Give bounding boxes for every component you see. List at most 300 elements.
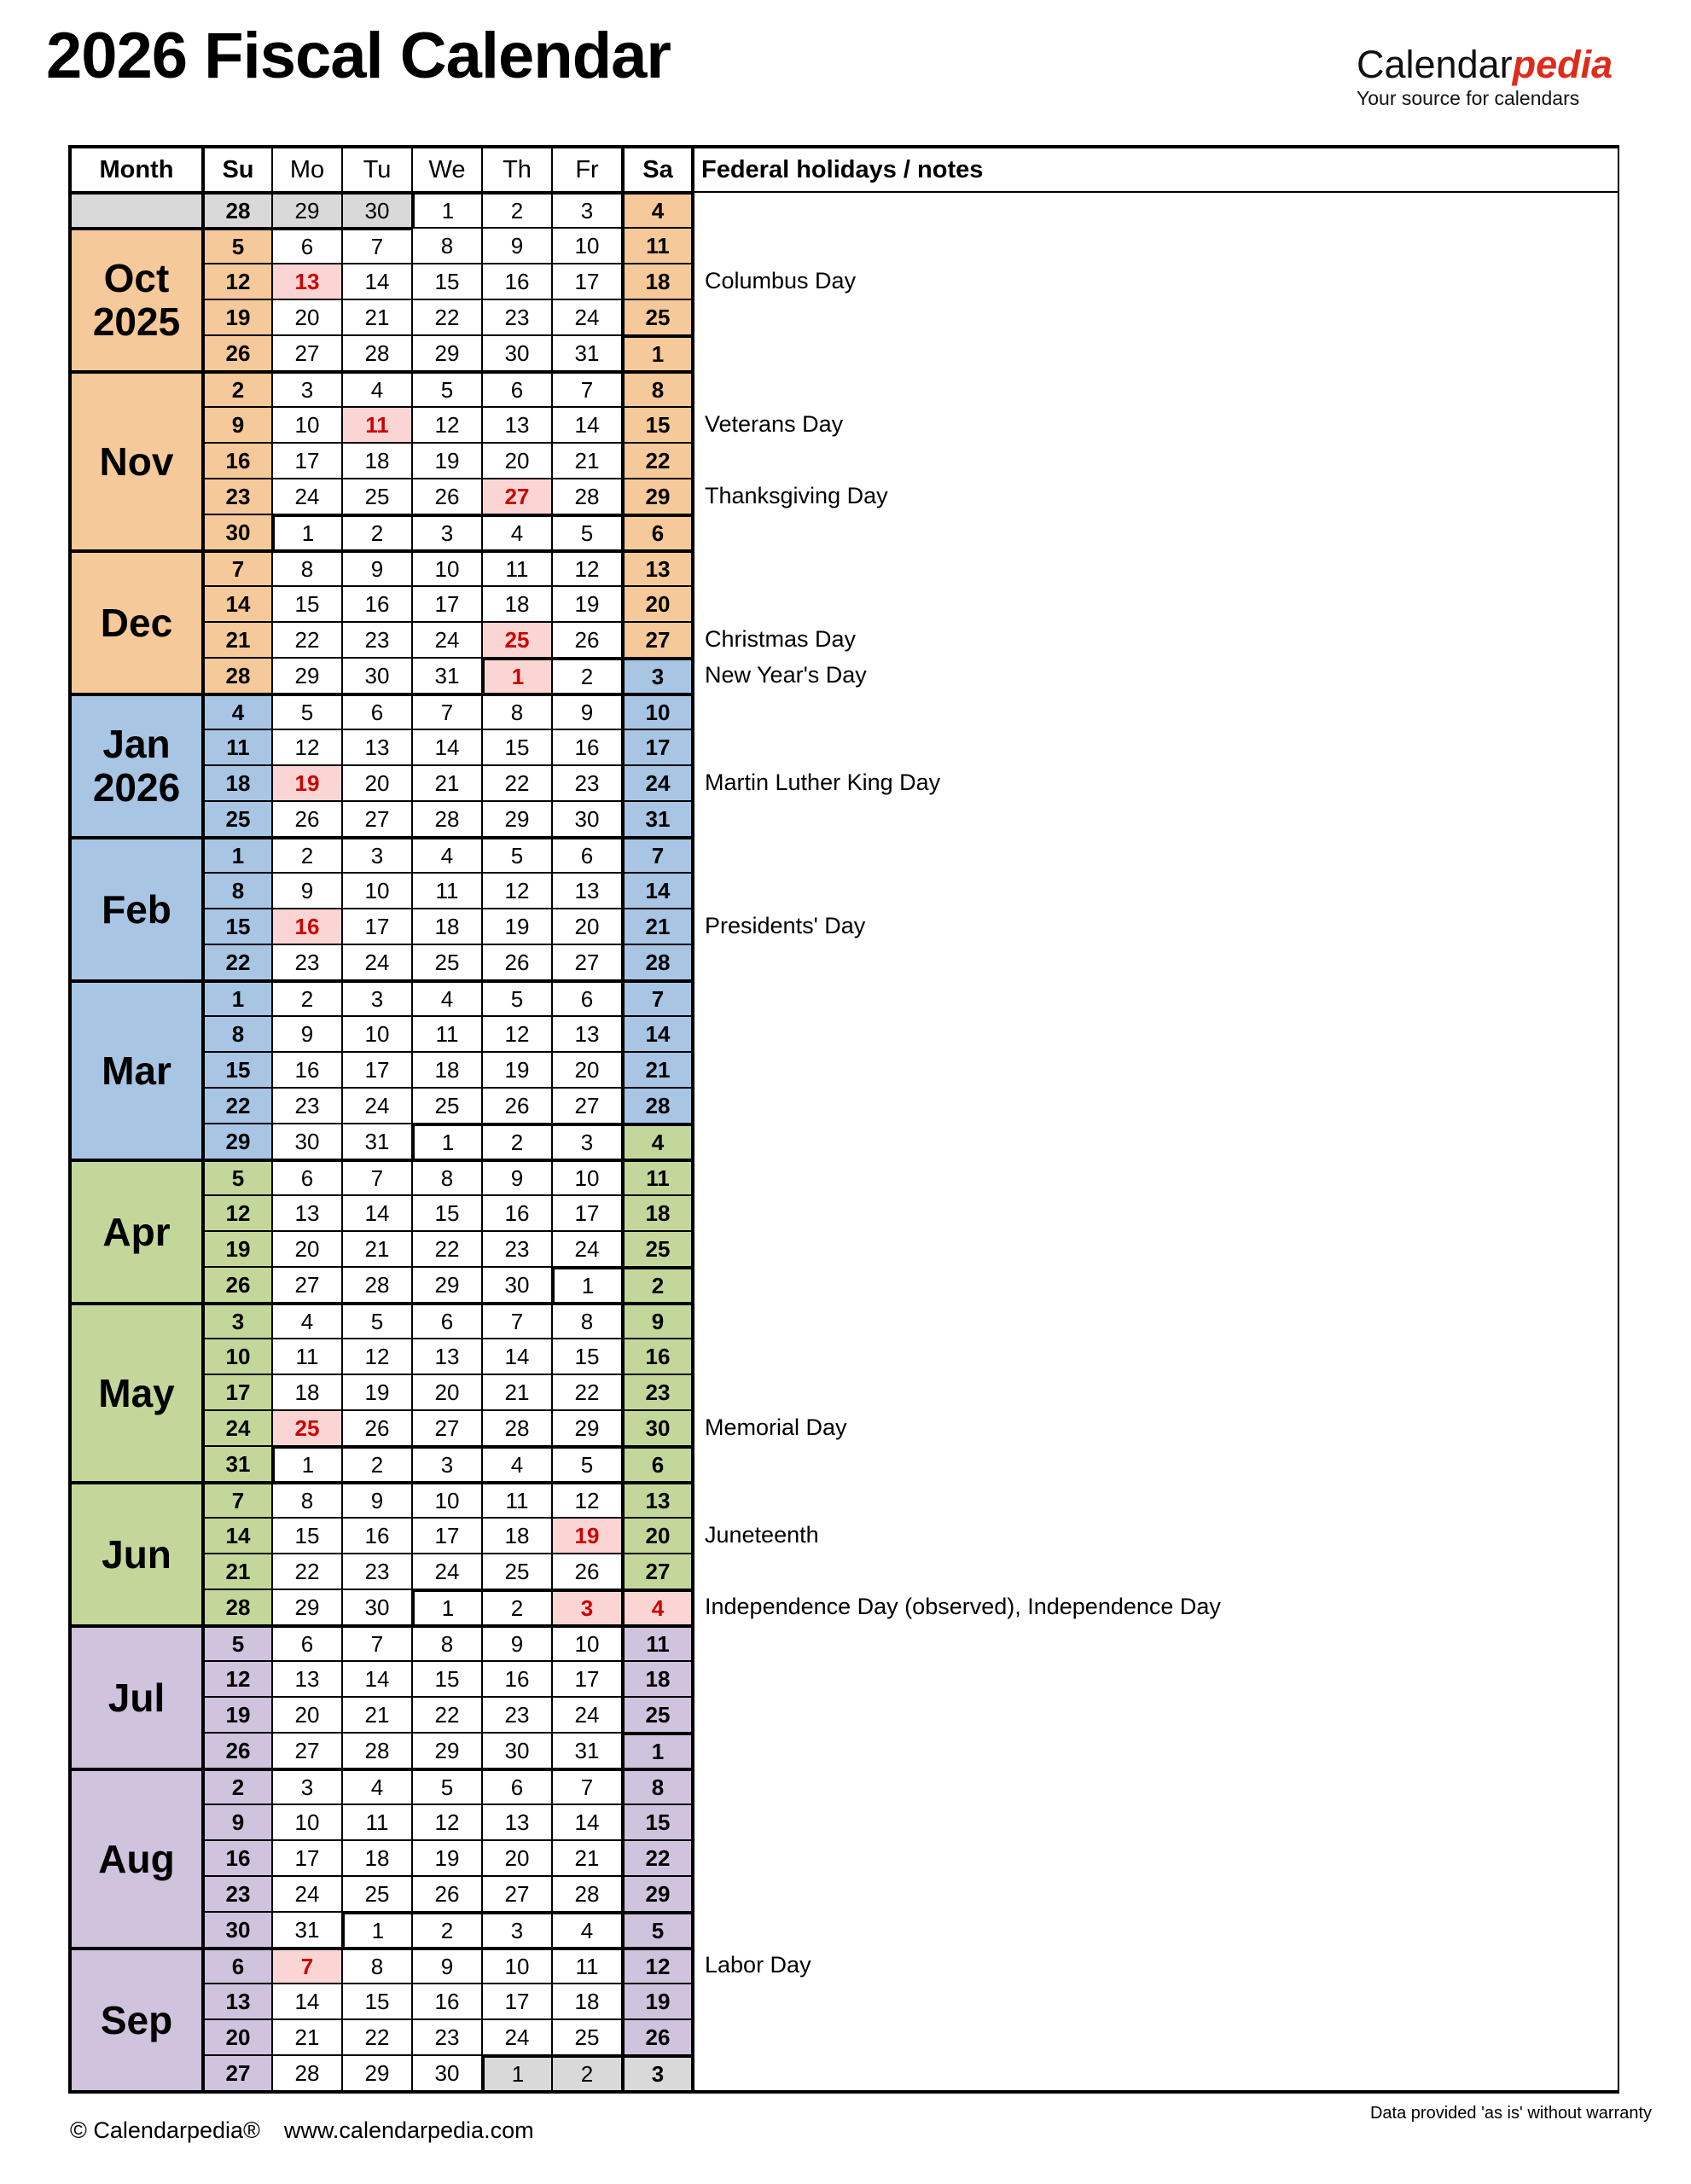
day-cell: 4: [481, 1445, 551, 1481]
day-cell: 28: [481, 1409, 551, 1445]
day-cell: 22: [411, 299, 481, 334]
day-cell: 19: [481, 908, 551, 944]
day-cell: 24: [271, 1875, 341, 1911]
holiday-note: [691, 979, 1618, 1015]
day-cell: 3: [201, 1302, 271, 1338]
day-cell: 15: [271, 585, 341, 621]
day-cell: 30: [271, 1123, 341, 1159]
day-cell: 30: [341, 1589, 411, 1624]
day-cell: 18: [411, 1051, 481, 1087]
day-cell: 6: [551, 836, 621, 872]
day-cell: 8: [201, 1015, 271, 1051]
holiday-note: [691, 370, 1618, 406]
day-cell: 2: [621, 1266, 691, 1302]
day-cell: 8: [411, 1159, 481, 1194]
column-header-th: Th: [481, 148, 551, 191]
day-cell: 16: [271, 908, 341, 944]
day-cell: 20: [271, 1230, 341, 1266]
holiday-note: Labor Day: [691, 1947, 1618, 1983]
day-cell: 27: [271, 334, 341, 370]
day-cell: 1: [201, 979, 271, 1015]
day-cell: 21: [341, 1230, 411, 1266]
day-cell: 30: [201, 1911, 271, 1947]
day-cell: 19: [341, 1374, 411, 1409]
day-cell: 8: [271, 1481, 341, 1517]
day-cell: 1: [481, 657, 551, 693]
day-cell: 7: [551, 370, 621, 406]
column-header-fr: Fr: [551, 148, 621, 191]
day-cell: 14: [341, 263, 411, 299]
day-cell: 2: [201, 370, 271, 406]
day-cell: 8: [271, 549, 341, 585]
holiday-note: [691, 1445, 1618, 1481]
day-cell: 14: [621, 872, 691, 908]
day-cell: 21: [341, 299, 411, 334]
day-cell: 20: [621, 585, 691, 621]
day-cell: 27: [271, 1732, 341, 1768]
day-cell: 2: [201, 1768, 271, 1804]
month-label: Jan 2026: [72, 693, 201, 836]
holiday-note: Thanksgiving Day: [691, 478, 1618, 514]
day-cell: 27: [201, 2054, 271, 2090]
day-cell: 23: [271, 944, 341, 979]
day-cell: 4: [411, 979, 481, 1015]
day-cell: 26: [551, 621, 621, 657]
day-cell: 21: [481, 1374, 551, 1409]
day-cell: 10: [621, 693, 691, 729]
day-cell: 31: [551, 1732, 621, 1768]
day-cell: 31: [411, 657, 481, 693]
day-cell: 31: [271, 1911, 341, 1947]
day-cell: 11: [621, 1624, 691, 1660]
day-cell: 17: [551, 1660, 621, 1696]
day-cell: 5: [551, 514, 621, 549]
day-cell: 18: [481, 1517, 551, 1553]
day-cell: 20: [551, 1051, 621, 1087]
holiday-note: [691, 1087, 1618, 1123]
day-cell: 11: [411, 1015, 481, 1051]
day-cell: 9: [341, 549, 411, 585]
day-cell: 7: [411, 693, 481, 729]
holiday-note: [691, 944, 1618, 979]
day-cell: 25: [621, 1230, 691, 1266]
day-cell: 10: [271, 406, 341, 442]
day-cell: 8: [481, 693, 551, 729]
day-cell: 3: [621, 657, 691, 693]
day-cell: 11: [201, 729, 271, 764]
day-cell: 7: [481, 1302, 551, 1338]
day-cell: 23: [201, 478, 271, 514]
day-cell: 6: [341, 693, 411, 729]
day-cell: 4: [551, 1911, 621, 1947]
day-cell: 20: [621, 1517, 691, 1553]
day-cell: 9: [341, 1481, 411, 1517]
day-cell: 19: [551, 1517, 621, 1553]
holiday-note: [691, 585, 1618, 621]
day-cell: 22: [551, 1374, 621, 1409]
day-cell: 2: [411, 1911, 481, 1947]
day-cell: 28: [201, 1589, 271, 1624]
day-cell: 14: [201, 585, 271, 621]
day-cell: 4: [621, 1123, 691, 1159]
day-cell: 23: [481, 1230, 551, 1266]
day-cell: 6: [271, 1624, 341, 1660]
day-cell: 12: [551, 1481, 621, 1517]
day-cell: 29: [271, 657, 341, 693]
day-cell: 5: [551, 1445, 621, 1481]
day-cell: 11: [621, 227, 691, 263]
day-cell: 27: [341, 800, 411, 836]
day-cell: 9: [201, 406, 271, 442]
day-cell: 25: [481, 1553, 551, 1589]
day-cell: 4: [621, 191, 691, 227]
day-cell: 3: [411, 514, 481, 549]
day-cell: 28: [621, 944, 691, 979]
day-cell: 22: [481, 764, 551, 800]
day-cell: 23: [481, 1696, 551, 1732]
holiday-note: Presidents' Day: [691, 908, 1618, 944]
day-cell: 19: [201, 299, 271, 334]
day-cell: 23: [411, 2018, 481, 2054]
day-cell: 26: [201, 1266, 271, 1302]
month-label: Jul: [72, 1624, 201, 1768]
day-cell: 1: [341, 1911, 411, 1947]
day-cell: 15: [201, 908, 271, 944]
day-cell: 15: [201, 1051, 271, 1087]
day-cell: 5: [201, 227, 271, 263]
day-cell: 24: [201, 1409, 271, 1445]
day-cell: 15: [341, 1983, 411, 2018]
day-cell: 12: [201, 263, 271, 299]
day-cell: 12: [411, 1804, 481, 1839]
day-cell: 13: [481, 406, 551, 442]
day-cell: 14: [271, 1983, 341, 2018]
day-cell: 25: [341, 478, 411, 514]
day-cell: 29: [271, 1589, 341, 1624]
day-cell: 2: [481, 1123, 551, 1159]
day-cell: 29: [621, 1875, 691, 1911]
day-cell: 18: [271, 1374, 341, 1409]
day-cell: 21: [551, 442, 621, 478]
day-cell: 9: [621, 1302, 691, 1338]
day-cell: 1: [411, 191, 481, 227]
month-label: May: [72, 1302, 201, 1481]
holiday-note: [691, 1875, 1618, 1911]
day-cell: 2: [341, 514, 411, 549]
day-cell: 26: [201, 1732, 271, 1768]
day-cell: 12: [621, 1947, 691, 1983]
day-cell: 2: [271, 836, 341, 872]
column-header-we: We: [411, 148, 481, 191]
day-cell: 27: [551, 944, 621, 979]
day-cell: 13: [271, 1194, 341, 1230]
day-cell: 10: [201, 1338, 271, 1374]
day-cell: 14: [551, 1804, 621, 1839]
day-cell: 3: [621, 2054, 691, 2090]
day-cell: 13: [621, 549, 691, 585]
day-cell: 12: [481, 1015, 551, 1051]
day-cell: 26: [341, 1409, 411, 1445]
day-cell: 12: [481, 872, 551, 908]
fiscal-calendar-table: [68, 145, 1619, 2094]
holiday-note: [691, 1015, 1618, 1051]
holiday-note: [691, 693, 1618, 729]
day-cell: 5: [481, 979, 551, 1015]
day-cell: 21: [201, 621, 271, 657]
day-cell: 5: [621, 1911, 691, 1947]
day-cell: 5: [411, 370, 481, 406]
day-cell: 7: [621, 979, 691, 1015]
day-cell: 9: [201, 1804, 271, 1839]
day-cell: 7: [201, 1481, 271, 1517]
holiday-note: [691, 1768, 1618, 1804]
day-cell: 16: [481, 1660, 551, 1696]
day-cell: 19: [411, 1839, 481, 1875]
day-cell: 17: [411, 1517, 481, 1553]
month-label: Aug: [72, 1768, 201, 1947]
day-cell: 19: [201, 1696, 271, 1732]
day-cell: 6: [621, 514, 691, 549]
day-cell: 5: [201, 1159, 271, 1194]
day-cell: 21: [621, 908, 691, 944]
holiday-note: [691, 729, 1618, 764]
day-cell: 22: [201, 944, 271, 979]
holiday-note: [691, 1839, 1618, 1875]
day-cell: 18: [201, 764, 271, 800]
day-cell: 11: [481, 1481, 551, 1517]
day-cell: 9: [271, 1015, 341, 1051]
day-cell: 14: [411, 729, 481, 764]
day-cell: 17: [481, 1983, 551, 2018]
holiday-note: [691, 1302, 1618, 1338]
day-cell: 10: [481, 1947, 551, 1983]
day-cell: 19: [201, 1230, 271, 1266]
day-cell: 28: [411, 800, 481, 836]
day-cell: 18: [551, 1983, 621, 2018]
day-cell: 15: [411, 1660, 481, 1696]
day-cell: 20: [271, 1696, 341, 1732]
day-cell: 19: [481, 1051, 551, 1087]
holiday-note: [691, 1732, 1618, 1768]
day-cell: 15: [551, 1338, 621, 1374]
holiday-note: [691, 1374, 1618, 1409]
holiday-note: [691, 1338, 1618, 1374]
day-cell: 8: [551, 1302, 621, 1338]
day-cell: 2: [551, 657, 621, 693]
day-cell: 17: [271, 442, 341, 478]
day-cell: 4: [341, 370, 411, 406]
month-label: Sep: [72, 1947, 201, 2090]
day-cell: 17: [551, 1194, 621, 1230]
day-cell: 16: [551, 729, 621, 764]
holiday-note: [691, 1983, 1618, 2018]
day-cell: 22: [271, 621, 341, 657]
day-cell: 16: [201, 442, 271, 478]
day-cell: 18: [341, 442, 411, 478]
day-cell: 2: [551, 2054, 621, 2090]
day-cell: 27: [551, 1087, 621, 1123]
day-cell: 29: [621, 478, 691, 514]
day-cell: 11: [341, 406, 411, 442]
day-cell: 19: [271, 764, 341, 800]
day-cell: 24: [481, 2018, 551, 2054]
day-cell: 3: [551, 1123, 621, 1159]
month-label: Dec: [72, 549, 201, 693]
day-cell: 28: [341, 1266, 411, 1302]
day-cell: 21: [551, 1839, 621, 1875]
day-cell: 7: [201, 549, 271, 585]
month-spacer: [72, 191, 201, 227]
day-cell: 14: [341, 1660, 411, 1696]
day-cell: 24: [271, 478, 341, 514]
day-cell: 8: [201, 872, 271, 908]
holiday-note: [691, 1553, 1618, 1589]
day-cell: 4: [201, 693, 271, 729]
day-cell: 26: [481, 944, 551, 979]
day-cell: 15: [411, 263, 481, 299]
holiday-note: New Year's Day: [691, 657, 1618, 693]
day-cell: 24: [621, 764, 691, 800]
day-cell: 22: [341, 2018, 411, 2054]
day-cell: 13: [341, 729, 411, 764]
holiday-note: [691, 872, 1618, 908]
holiday-note: [691, 514, 1618, 549]
day-cell: 19: [411, 442, 481, 478]
holiday-note: [691, 1911, 1618, 1947]
day-cell: 30: [621, 1409, 691, 1445]
day-cell: 11: [481, 549, 551, 585]
day-cell: 26: [271, 800, 341, 836]
day-cell: 9: [481, 1159, 551, 1194]
day-cell: 16: [481, 1194, 551, 1230]
day-cell: 10: [551, 1624, 621, 1660]
day-cell: 25: [481, 621, 551, 657]
day-cell: 14: [481, 1338, 551, 1374]
day-cell: 9: [481, 1624, 551, 1660]
day-cell: 1: [271, 514, 341, 549]
day-cell: 18: [341, 1839, 411, 1875]
day-cell: 2: [481, 1589, 551, 1624]
day-cell: 16: [201, 1839, 271, 1875]
day-cell: 24: [551, 1696, 621, 1732]
day-cell: 15: [621, 1804, 691, 1839]
day-cell: 19: [621, 1983, 691, 2018]
day-cell: 27: [481, 1875, 551, 1911]
day-cell: 30: [481, 1732, 551, 1768]
day-cell: 17: [341, 1051, 411, 1087]
day-cell: 1: [551, 1266, 621, 1302]
day-cell: 18: [411, 908, 481, 944]
holiday-note: [691, 227, 1618, 263]
holiday-note: Columbus Day: [691, 263, 1618, 299]
month-label: Mar: [72, 979, 201, 1159]
holiday-note: [691, 1051, 1618, 1087]
day-cell: 24: [551, 299, 621, 334]
day-cell: 13: [481, 1804, 551, 1839]
day-cell: 6: [201, 1947, 271, 1983]
holiday-note: Veterans Day: [691, 406, 1618, 442]
column-header-mo: Mo: [271, 148, 341, 191]
day-cell: 10: [341, 872, 411, 908]
day-cell: 29: [201, 1123, 271, 1159]
day-cell: 13: [621, 1481, 691, 1517]
logo-tagline: Your source for calendars: [1357, 87, 1580, 110]
day-cell: 6: [551, 979, 621, 1015]
day-cell: 20: [341, 764, 411, 800]
day-cell: 6: [271, 227, 341, 263]
holiday-note: Martin Luther King Day: [691, 764, 1618, 800]
day-cell: 25: [201, 800, 271, 836]
day-cell: 9: [411, 1947, 481, 1983]
day-cell: 18: [621, 1194, 691, 1230]
day-cell: 15: [411, 1194, 481, 1230]
day-cell: 12: [201, 1194, 271, 1230]
day-cell: 21: [201, 1553, 271, 1589]
holiday-note: Juneteenth: [691, 1517, 1618, 1553]
column-header-notes: Federal holidays / notes: [691, 148, 1618, 191]
day-cell: 4: [481, 514, 551, 549]
holiday-note: [691, 1660, 1618, 1696]
day-cell: 23: [481, 299, 551, 334]
day-cell: 25: [551, 2018, 621, 2054]
day-cell: 6: [621, 1445, 691, 1481]
day-cell: 27: [271, 1266, 341, 1302]
day-cell: 8: [621, 1768, 691, 1804]
footer-copyright-line: [70, 2117, 558, 2144]
day-cell: 4: [621, 1589, 691, 1624]
day-cell: 5: [201, 1624, 271, 1660]
day-cell: 1: [201, 836, 271, 872]
day-cell: 21: [621, 1051, 691, 1087]
day-cell: 30: [341, 191, 411, 227]
day-cell: 28: [201, 657, 271, 693]
day-cell: 24: [411, 1553, 481, 1589]
day-cell: 3: [271, 370, 341, 406]
day-cell: 1: [411, 1123, 481, 1159]
day-cell: 29: [411, 1266, 481, 1302]
day-cell: 4: [411, 836, 481, 872]
holiday-note: [691, 1194, 1618, 1230]
footer-url: www.calendarpedia.com: [283, 2117, 534, 2143]
logo-wordmark: [1357, 44, 1613, 84]
holiday-note: [691, 1804, 1618, 1839]
day-cell: 13: [271, 1660, 341, 1696]
day-cell: 25: [271, 1409, 341, 1445]
day-cell: 16: [621, 1338, 691, 1374]
day-cell: 27: [621, 621, 691, 657]
month-label: Nov: [72, 370, 201, 549]
day-cell: 23: [621, 1374, 691, 1409]
day-cell: 14: [551, 406, 621, 442]
logo-text-black: Calendar: [1357, 43, 1513, 86]
day-cell: 18: [481, 585, 551, 621]
day-cell: 20: [481, 1839, 551, 1875]
day-cell: 30: [481, 1266, 551, 1302]
holiday-note: [691, 191, 1618, 227]
day-cell: 11: [341, 1804, 411, 1839]
day-cell: 1: [411, 1589, 481, 1624]
day-cell: 26: [481, 1087, 551, 1123]
day-cell: 6: [481, 370, 551, 406]
day-cell: 5: [271, 693, 341, 729]
calendarpedia-logo: [1357, 44, 1613, 110]
day-cell: 22: [621, 1839, 691, 1875]
day-cell: 17: [551, 263, 621, 299]
day-cell: 26: [201, 334, 271, 370]
holiday-note: [691, 800, 1618, 836]
day-cell: 11: [271, 1338, 341, 1374]
day-cell: 28: [551, 1875, 621, 1911]
